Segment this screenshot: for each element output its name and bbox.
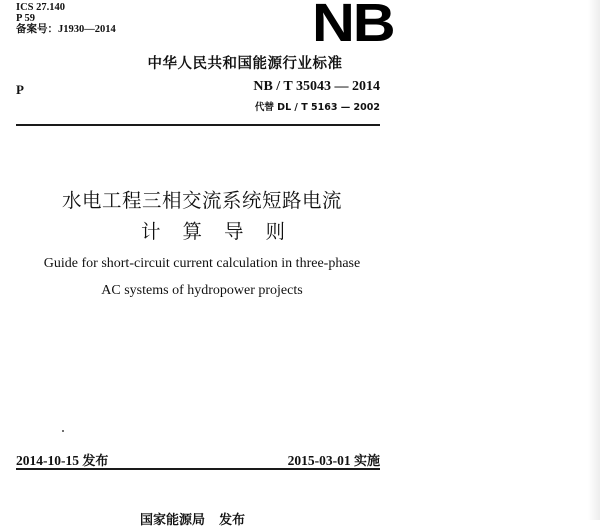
issue-label: 发布 xyxy=(82,454,109,469)
implement-date: 2015-03-01 xyxy=(287,453,351,468)
bottom-divider xyxy=(16,468,380,470)
record-number: 备案号：J1930—2014 xyxy=(16,24,116,35)
top-divider xyxy=(16,124,380,126)
industry-standard-heading: 中华人民共和国能源行业标准 xyxy=(147,56,343,72)
standard-number: NB / T 35043 — 2014 xyxy=(253,79,380,94)
implement-date-block xyxy=(288,450,380,469)
ics-code: ICS 27.140 xyxy=(16,2,66,13)
title-english-line-2: AC systems of hydropower projects xyxy=(101,283,303,298)
classification-letter: P xyxy=(16,82,24,97)
scan-edge-shadow xyxy=(588,0,600,520)
ccs-code: P 59 xyxy=(16,13,35,24)
issue-date-block xyxy=(16,450,108,469)
catalog-info xyxy=(16,2,116,35)
issue-date: 2014-10-15 xyxy=(16,453,79,468)
publisher-name: 国家能源局 xyxy=(140,513,206,528)
publisher-line xyxy=(140,509,245,528)
title-english-line-1: Guide for short-circuit current calculation in three-phase xyxy=(43,256,361,271)
implement-label: 实施 xyxy=(353,454,380,469)
scan-speck xyxy=(62,430,64,432)
publisher-label: 发布 xyxy=(219,513,246,528)
replaces-standard: 代替 DL / T 5163 — 2002 xyxy=(254,102,380,113)
title-chinese-line-2: 计算导则 xyxy=(140,220,307,243)
title-chinese-line-1: 水电工程三相交流系统短路电流 xyxy=(61,189,342,212)
nb-logo: NB xyxy=(312,0,394,53)
